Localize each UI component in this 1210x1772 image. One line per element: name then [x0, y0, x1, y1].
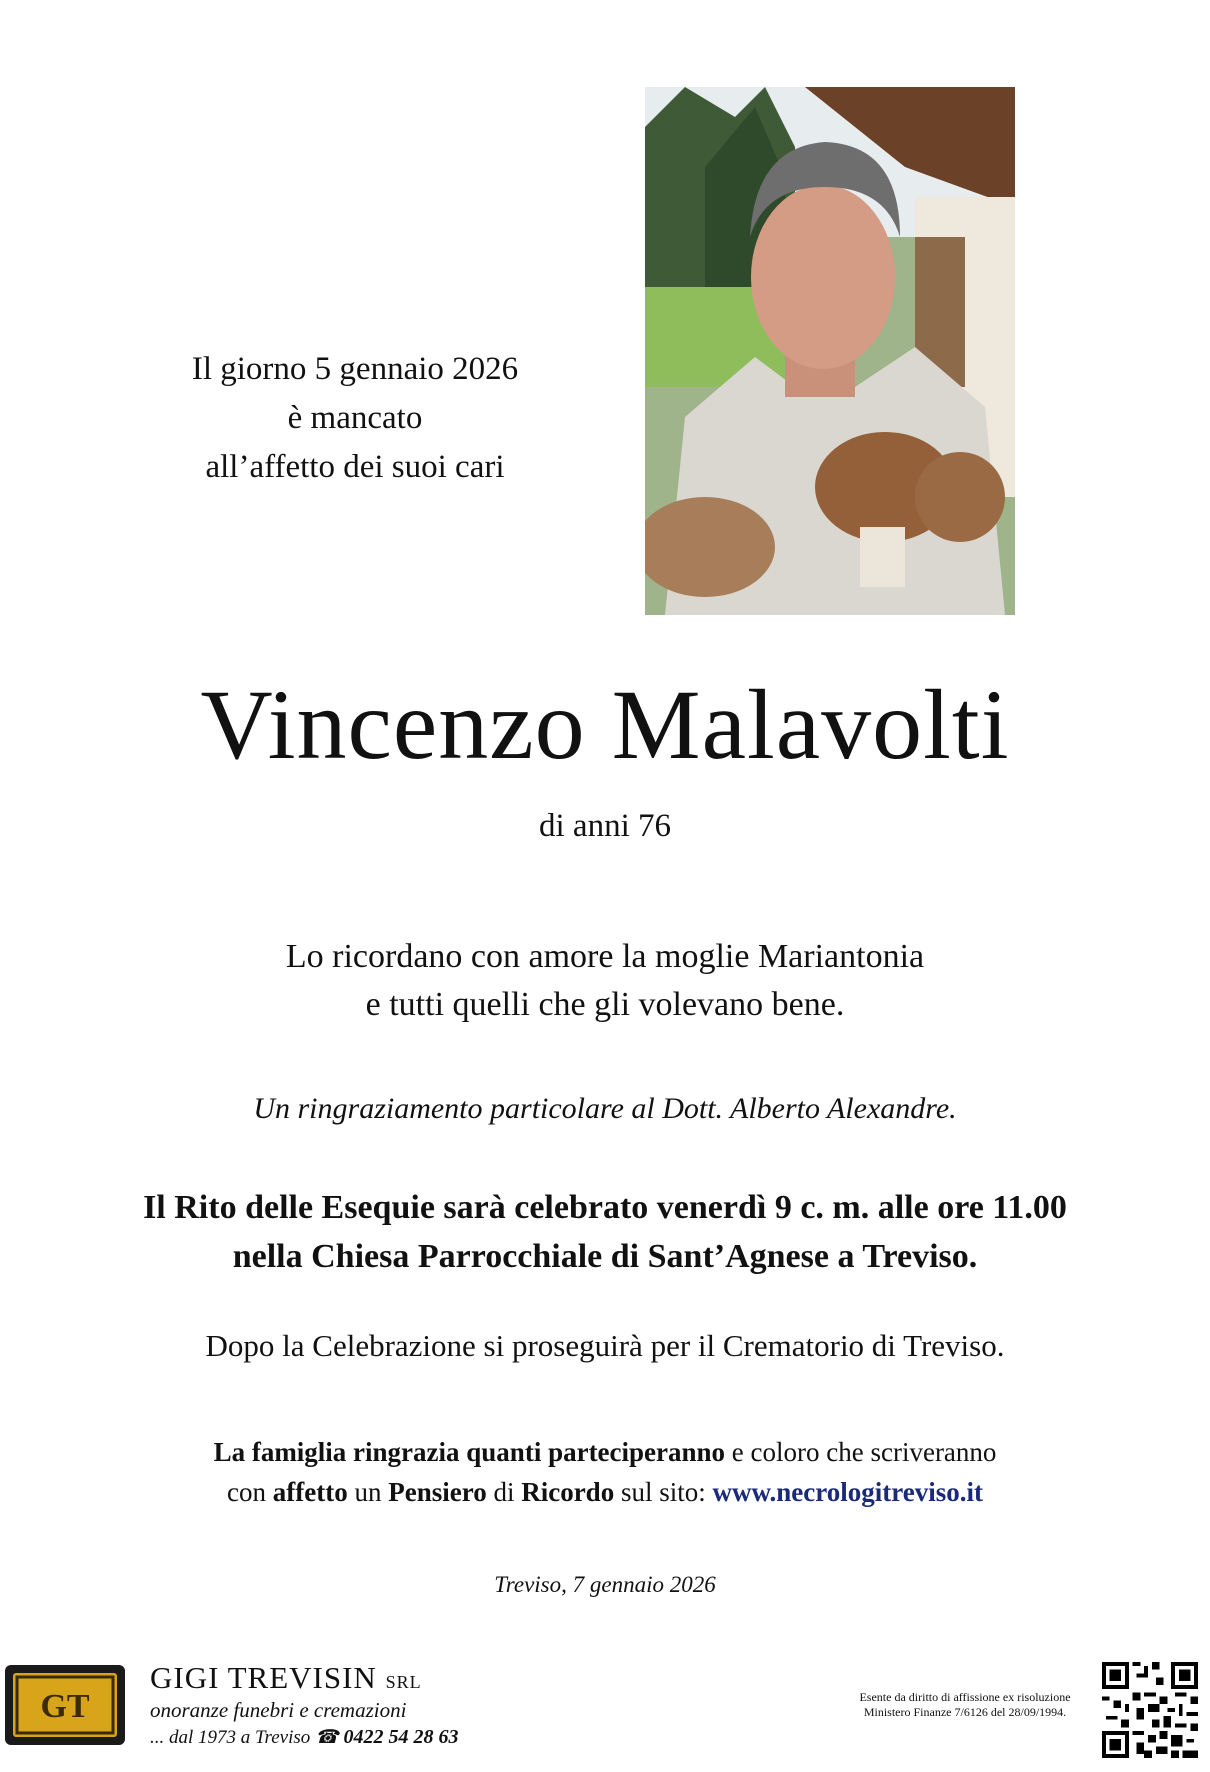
family-text-con: con — [227, 1477, 273, 1507]
qr-code[interactable] — [1102, 1662, 1198, 1758]
exempt-line-2: Ministero Finanze 7/6126 del 28/09/1994. — [863, 1705, 1067, 1719]
company-info — [150, 1660, 458, 1749]
exempt-line-1: Esente da diritto di affissione ex risoluzione — [859, 1690, 1071, 1704]
family-word-ricordo: Ricordo — [521, 1477, 615, 1507]
family-text-di: di — [486, 1477, 522, 1507]
family-line-2 — [0, 1472, 1210, 1512]
company-suffix: SRL — [385, 1672, 422, 1692]
intro-line-date: Il giorno 5 gennaio 2026 — [191, 351, 519, 387]
deceased-age: di anni 76 — [539, 808, 671, 844]
company-name: GIGI TREVISIN — [150, 1660, 377, 1695]
family-thanks — [0, 1432, 1210, 1512]
portrait-photo — [645, 87, 1015, 615]
place-date: Treviso, 7 gennaio 2026 — [494, 1572, 716, 1597]
rite-line-1: Il Rito delle Esequie sarà celebrato venerdì 9 c. m. alle ore 11.00 — [143, 1189, 1067, 1226]
rite-line-2: nella Chiesa Parrocchiale di Sant’Agnese a Treviso. — [232, 1238, 978, 1275]
remembrance-line-1: Lo ricordano con amore la moglie Mariantonia — [285, 938, 925, 975]
funeral-rite — [0, 1183, 1210, 1281]
company-logo — [5, 1665, 125, 1745]
family-word-pensiero: Pensiero — [388, 1477, 487, 1507]
deceased-name: Vincenzo Malavolti — [200, 669, 1010, 780]
special-thanks: Un ringraziamento particolare al Dott. Alberto Alexandre. — [253, 1092, 957, 1125]
phone-icon: ☎ — [315, 1727, 339, 1748]
website-link[interactable]: www.necrologitreviso.it — [712, 1477, 983, 1507]
logo-mark — [13, 1673, 117, 1737]
remembrance-text — [0, 933, 1210, 1029]
company-tagline: onoranze funebri e cremazioni — [150, 1698, 407, 1722]
company-phone: 0422 54 28 63 — [343, 1726, 459, 1748]
company-name-line — [150, 1660, 458, 1696]
family-thanks-bold: La famiglia ringrazia quanti parteciperanno — [213, 1437, 726, 1467]
family-text-sito: sul sito: — [614, 1477, 713, 1507]
intro-line-affetto: all’affetto dei suoi cari — [205, 449, 505, 485]
company-since-line — [150, 1726, 458, 1749]
intro-text — [140, 345, 570, 492]
company-since: ... dal 1973 a Treviso — [150, 1727, 311, 1748]
logo-emblem — [13, 1673, 117, 1737]
tax-exemption-note — [815, 1690, 1115, 1720]
after-ceremony: Dopo la Celebrazione si proseguirà per il Crematorio di Treviso. — [205, 1328, 1005, 1363]
family-text-un: un — [347, 1477, 389, 1507]
intro-line-mancato: è mancato — [287, 400, 423, 436]
remembrance-line-2: e tutti quelli che gli volevano bene. — [365, 986, 845, 1023]
portrait-illustration — [645, 87, 1015, 615]
family-thanks-rest: e coloro che scriveranno — [725, 1437, 997, 1467]
family-line-1 — [0, 1432, 1210, 1472]
logo-letters: GT — [40, 1688, 90, 1725]
family-word-affetto: affetto — [272, 1477, 348, 1507]
